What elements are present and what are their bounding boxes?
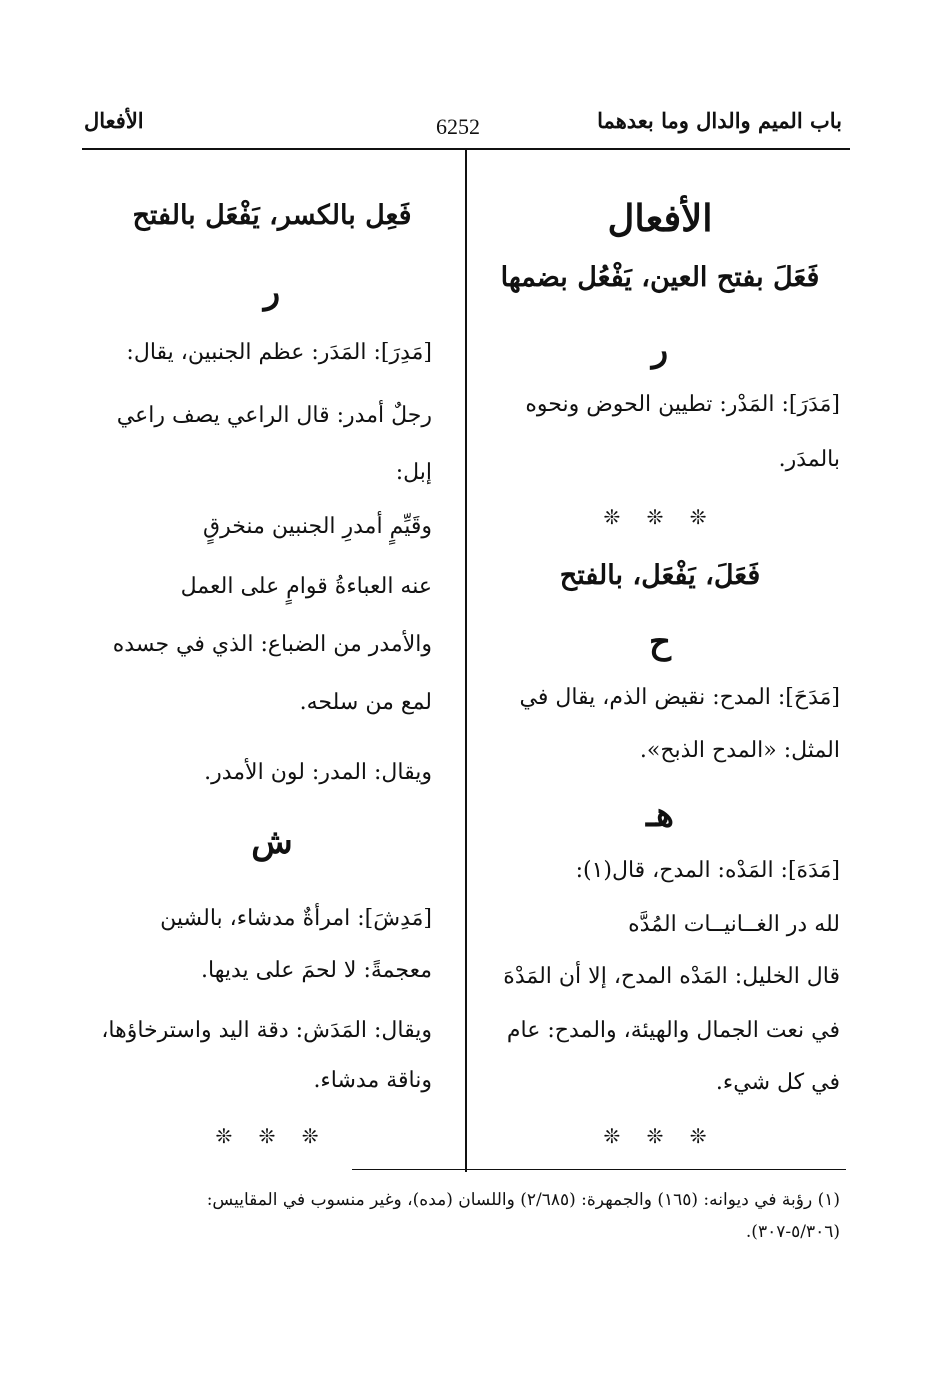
left-subheading: فَعِل بالكسر، يَفْعَل بالفتح — [132, 200, 412, 231]
left-line-6: والأمدر من الضباع: الذي في جسده — [112, 632, 432, 657]
right-letter-hah: هـ — [646, 795, 674, 835]
right-letter-ha: ح — [649, 622, 671, 662]
left-line-3: إبل: — [395, 460, 432, 485]
right-letter-ra: ر — [651, 330, 669, 370]
right-stars-1: ❊ ❊ ❊ — [603, 505, 717, 529]
left-line-10: معجمةً: لا لحمَ على يديها. — [201, 958, 432, 983]
right-line-1: [مَدَرَ]: المَدْر: تطيين الحوض ونحوه — [525, 392, 840, 417]
footnote-rule — [352, 1169, 846, 1170]
right-line-4: المثل: «المدح الذبح». — [639, 738, 840, 763]
left-line-2: رجلٌ أمدر: قال الراعي يصف راعي — [116, 403, 432, 428]
left-line-9: [مَدِشَ]: امرأةٌ مدشاء، بالشين — [160, 906, 432, 931]
left-line-4: وقَيِّمٍ أمدرِ الجنبين منخرقٍ — [203, 514, 432, 539]
right-line-9: في كل شيء. — [715, 1070, 840, 1095]
section-title: الأفعال — [84, 108, 144, 133]
right-line-8: في نعت الجمال والهيئة، والمدح: عام — [506, 1018, 840, 1043]
left-line-5: عنه العباءةُ قوامٍ على العمل — [180, 574, 432, 599]
page-number: 6252 — [436, 114, 480, 139]
right-line-3: [مَدَحَ]: المدح: نقيض الذم، يقال في — [519, 685, 840, 710]
left-line-12: وناقة مدشاء. — [313, 1068, 432, 1093]
left-line-11: ويقال: المَدَش: دقة اليد واسترخاؤها، — [101, 1018, 432, 1043]
left-letter-ra: ر — [263, 272, 281, 312]
right-subheading-2: فَعَلَ، يَفْعَل، بالفتح — [559, 560, 761, 591]
right-heading: الأفعال — [607, 196, 713, 240]
right-line-2: بالمدَر. — [778, 447, 840, 472]
column-divider — [465, 148, 467, 1172]
right-line-6: لله در الغــانيــات المُدَّه — [628, 912, 840, 937]
left-letter-sheen: ش — [251, 822, 293, 862]
footnote-line-2: (٥/٣٠٦-٣٠٧). — [745, 1222, 840, 1242]
left-stars: ❊ ❊ ❊ — [215, 1124, 329, 1148]
footnote-line-1: (١) رؤبة في ديوانه: (١٦٥) والجمهرة: (٢/٦٨٥) واللسان (مده)، وغير منسوب في المقاييس: — [206, 1190, 840, 1210]
right-line-7: قال الخليل: المَدْه المدح، إلا أن المَدْهَ — [503, 964, 840, 989]
left-line-7: لمع من سلحه. — [299, 690, 432, 715]
right-stars-2: ❊ ❊ ❊ — [603, 1124, 717, 1148]
right-line-5: [مَدَهَ]: المَدْه: المدح، قال(١): — [575, 858, 840, 883]
left-line-1: [مَدِرَ]: المَدَر: عظم الجنبين، يقال: — [126, 340, 432, 365]
chapter-title: باب الميم والدال وما بعدهما — [597, 108, 842, 133]
right-subheading-1: فَعَلَ بفتح العين، يَفْعُل بضمها — [500, 262, 820, 293]
left-line-8: ويقال: المدر: لون الأمدر. — [204, 760, 432, 785]
